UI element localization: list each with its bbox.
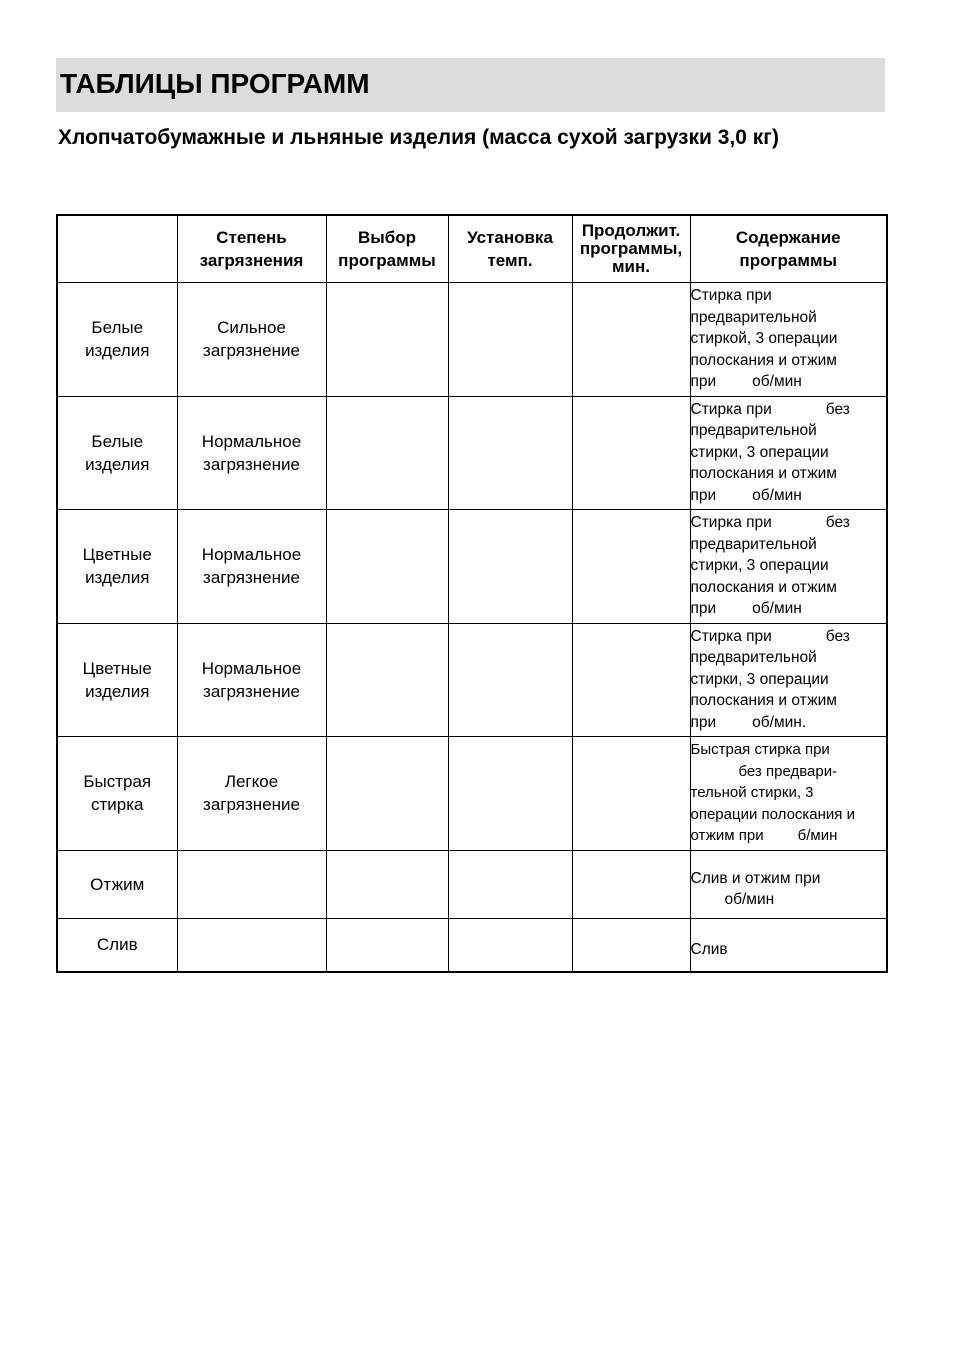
cell-content: Слив	[690, 918, 887, 972]
col-header-soil: Степень загрязнения	[177, 215, 326, 282]
col-header-type	[57, 215, 177, 282]
cell-type: Быстрая стирка	[57, 736, 177, 850]
table-row	[57, 509, 887, 623]
cell-content: Стирка при без предварительной стирки, 3 операции полоскания и отжим при об/мин.	[690, 623, 887, 736]
table-row	[57, 282, 887, 396]
cell-content: Стирка при предварительной стиркой, 3 операции полоскания и отжим при об/мин	[690, 282, 887, 396]
cell-type: Белые изделия	[57, 282, 177, 396]
cell-soil	[177, 918, 326, 972]
cell-soil: Нормальное загрязнение	[177, 396, 326, 509]
cell-duration	[572, 396, 690, 509]
cell-temp	[448, 850, 572, 918]
cell-soil: Легкое загрязнение	[177, 736, 326, 850]
cell-temp	[448, 736, 572, 850]
cell-temp	[448, 282, 572, 396]
cell-content: Быстрая стирка при без предвари- тельной стирки, 3 операции полоскания и отжим при б/мин	[690, 736, 887, 850]
cell-temp	[448, 623, 572, 736]
table-row	[57, 736, 887, 850]
title-bar	[56, 58, 885, 112]
page-title: ТАБЛИЦЫ ПРОГРАММ	[60, 68, 370, 99]
cell-duration	[572, 623, 690, 736]
col-header-content: Содержание программы	[690, 215, 887, 282]
col-header-program: Выбор программы	[326, 215, 448, 282]
cell-temp	[448, 509, 572, 623]
table-row	[57, 918, 887, 972]
cell-content: Стирка при без предварительной стирки, 3 операции полоскания и отжим при об/мин	[690, 396, 887, 509]
col-header-temp: Установка темп.	[448, 215, 572, 282]
cell-program	[326, 509, 448, 623]
cell-content: Стирка при без предварительной стирки, 3 операции полоскания и отжим при об/мин	[690, 509, 887, 623]
cell-soil: Нормальное загрязнение	[177, 509, 326, 623]
cell-duration	[572, 509, 690, 623]
cell-type: Белые изделия	[57, 396, 177, 509]
cell-duration	[572, 736, 690, 850]
cell-program	[326, 736, 448, 850]
program-table	[56, 214, 888, 973]
cell-duration	[572, 282, 690, 396]
cell-program	[326, 918, 448, 972]
table-header-row	[57, 215, 887, 282]
cell-duration	[572, 918, 690, 972]
section-subtitle: Хлопчатобумажные и льняные изделия (масса сухой загрузки 3,0 кг)	[58, 126, 780, 149]
cell-type: Цветные изделия	[57, 623, 177, 736]
cell-soil: Нормальное загрязнение	[177, 623, 326, 736]
col-header-duration: Продолжит. программы, мин.	[572, 215, 690, 282]
cell-soil	[177, 850, 326, 918]
cell-duration	[572, 850, 690, 918]
cell-content: Слив и отжим при об/мин	[690, 850, 887, 918]
cell-type: Цветные изделия	[57, 509, 177, 623]
cell-program	[326, 850, 448, 918]
cell-temp	[448, 918, 572, 972]
table-row	[57, 850, 887, 918]
cell-type: Отжим	[57, 850, 177, 918]
cell-temp	[448, 396, 572, 509]
cell-program	[326, 282, 448, 396]
cell-program	[326, 396, 448, 509]
cell-soil: Сильное загрязнение	[177, 282, 326, 396]
cell-type: Слив	[57, 918, 177, 972]
cell-program	[326, 623, 448, 736]
table-row	[57, 396, 887, 509]
table-row	[57, 623, 887, 736]
